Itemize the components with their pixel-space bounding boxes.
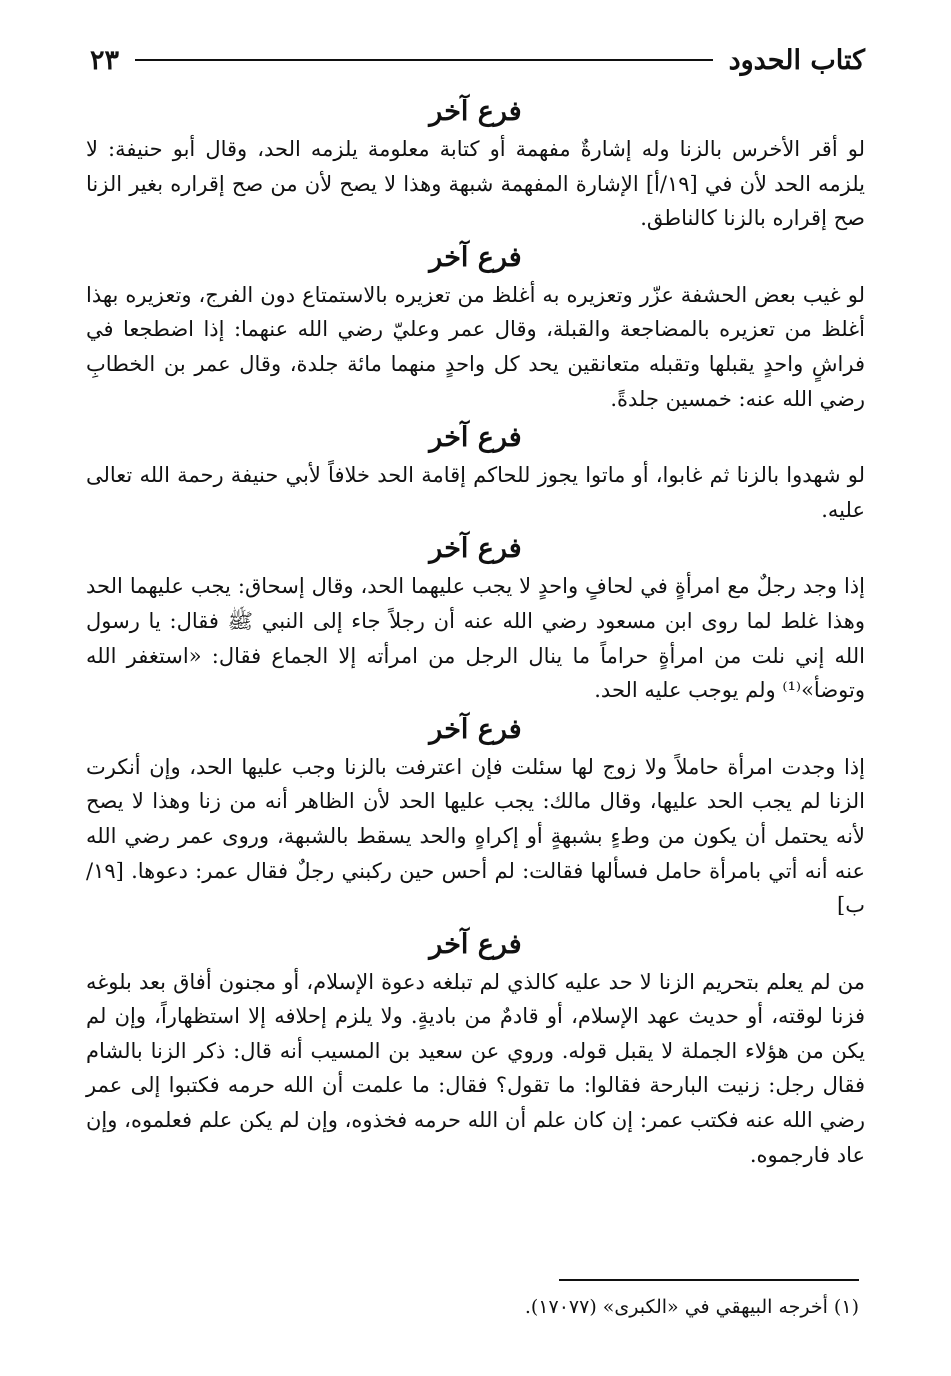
section-1 bbox=[86, 92, 865, 236]
section-heading: فرع آخر bbox=[429, 241, 522, 273]
section-heading: فرع آخر bbox=[429, 533, 522, 565]
section-5 bbox=[86, 710, 865, 923]
section-heading: فرع آخر bbox=[429, 96, 522, 127]
section-heading: فرع آخر bbox=[429, 928, 522, 960]
section-paragraph: لو شهدوا بالزنا ثم غابوا، أو ماتوا يجوز للحاكم إقامة الحد خلافاً لأبي حنيفة رحمة الله تعالى عليه. bbox=[86, 463, 865, 522]
section-heading: فرع آخر bbox=[429, 422, 522, 454]
header-rule bbox=[135, 59, 713, 61]
footnote: (١) أخرجه البيهقي في «الكبرى» (١٧٠٧٧). bbox=[524, 1296, 859, 1318]
footnote-separator bbox=[559, 1279, 859, 1281]
section-2 bbox=[86, 238, 865, 416]
section-6 bbox=[86, 925, 865, 1173]
section-paragraph: إذا وجدت امرأة حاملاً ولا زوج لها سئلت فإن اعترفت بالزنا وجب عليها الحد، وإن أنكرت الزنا لم يجب الحد عليها، وقال مالك: يجب عليها الحد لأن الظاهر أنه من زنا وهذا لا يصح لأنه يحتمل أن يكون من وطءٍ بشبهةٍ أو إكراهٍ والحد يسقط بالشبهة، وروى عمر رضي الله عنه أنه أتي بامرأة حامل فسألها فقالت: لم أحس حين ركبني رجلٌ فقال عمر: دعوها. [١٩/ب] bbox=[86, 754, 865, 918]
section-3 bbox=[86, 418, 865, 527]
section-heading: فرع آخر bbox=[429, 713, 522, 745]
page-body bbox=[86, 92, 865, 1174]
section-paragraph: من لم يعلم بتحريم الزنا لا حد عليه كالذي لم تبلغه دعوة الإسلام، أو مجنون أفاق بعد بلوغه فزنا لوقته، أو حديث عهد الإسلام، أو قادمٌ من باديةٍ. ولا يلزم إحلافه إلا استظهاراً، وإن لم يكن من هؤلاء الجملة لا يقبل قوله. وروي عن سعيد بن المسيب أنه قال: ذكر الزنا بالشام فقال رجل: زنيت البارحة فقالوا: ما تقول؟ فقال: ما علمت أن الله حرمه فكتبوا إلى عمر رضي الله عنه فكتب عمر: إن كان علم أن الله حرمه فخذوه، وإن لم يكن علم فعلموه، وإن عاد فارجموه. bbox=[86, 969, 865, 1167]
section-paragraph: لو غيب بعض الحشفة عزّر وتعزيره به أغلظ من تعزيره بالاستمتاع دون الفرج، وتعزيره بهذا أغلظ من تعزيره بالمضاجعة والقبلة، وقال عمر وعليّ رضي الله عنهما: إذا اضطجعا في فراشٍ واحدٍ يقبلها وتقبله متعانقين يحد كل واحدٍ منهما مائة جلدة، وقال عمر بن الخطابِ رضي الله عنه: خمسين جلدةً. bbox=[86, 282, 865, 411]
section-paragraph: إذا وجد رجلٌ مع امرأةٍ في لحافٍ واحدٍ لا يجب عليهما الحد، وقال إسحاق: يجب عليهما الحد وهذا غلط لما روى ابن مسعود رضي الله عنه أن رجلاً جاء إلى النبي ﷺ فقال: يا رسول الله إني نلت من امرأةٍ حراماً ما ينال الرجل من امرأته إلا الجماع فقال: «استغفر الله وتوضأ»⁽¹⁾ ولم يوجب عليه الحد. bbox=[86, 574, 865, 703]
section-paragraph: لو أقر الأخرس بالزنا وله إشارةٌ مفهمة أو كتابة معلومة يلزمه الحد، وقال أبو حنيفة: لا يلزمه الحد لأن في [١٩/أ] الإشارة المفهمة شبهة وهذا لا يصح لأن من صح إقراره بغير الزنا صح إقراره بالزنا كالناطق. bbox=[86, 137, 865, 231]
page-number: ٢٣ bbox=[90, 44, 120, 76]
running-header bbox=[90, 40, 865, 80]
chapter-title: كتاب الحدود bbox=[728, 44, 865, 76]
section-4 bbox=[86, 529, 865, 707]
